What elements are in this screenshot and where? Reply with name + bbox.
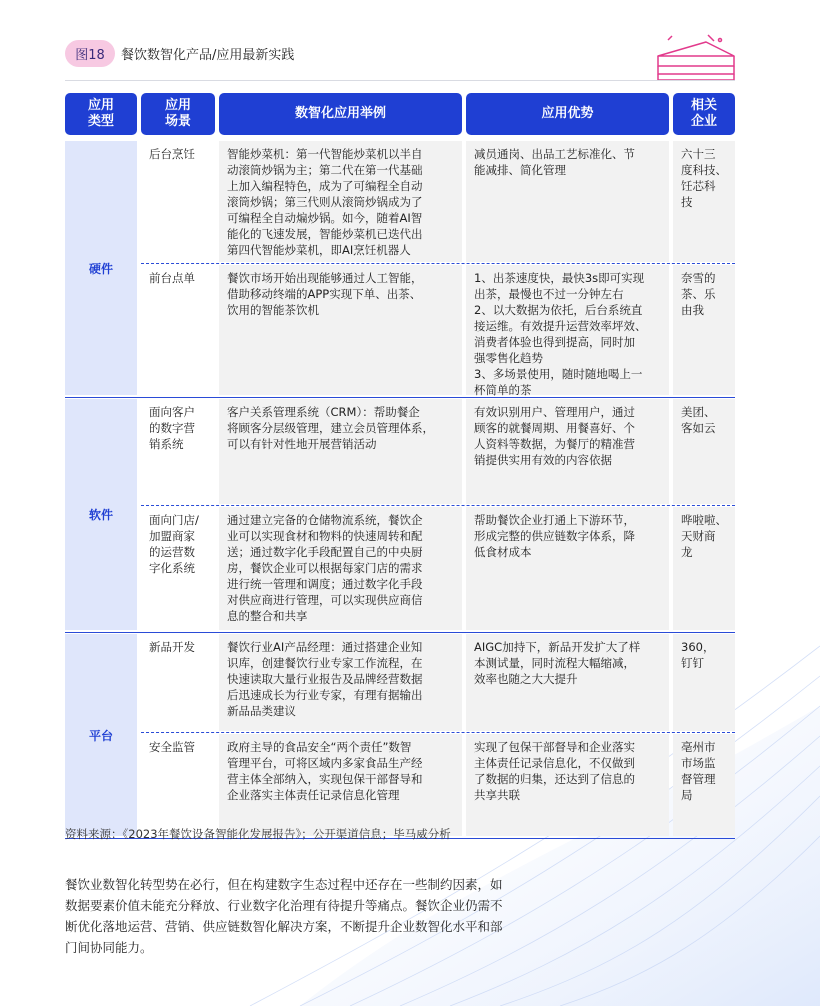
advantage-cell [466, 141, 669, 262]
figure-header [65, 40, 735, 68]
cell-line: 面向门店/ [149, 513, 199, 527]
example-cell [219, 634, 462, 731]
cell-line: 管理平台，可将区域内多家食品生产经 [227, 756, 423, 770]
category-cell: 平台 [65, 634, 137, 836]
cell-line: 识库，创建餐饮行业专家工作流程，在 [227, 656, 423, 670]
advantage-cell [466, 265, 669, 395]
cell-line: 亳州市 [681, 740, 716, 754]
cell-line: 帮助餐饮企业打通上下游环节， [474, 513, 635, 527]
advantage-cell [466, 507, 669, 630]
body-paragraph [65, 874, 555, 958]
cell-line: 餐饮行业AI产品经理：通过搭建企业知 [227, 640, 423, 654]
cell-line: 可编程全自动煸炒锅。如今，随着AI智 [227, 211, 423, 225]
cell-line: 可以有针对性地开展营销活动 [227, 437, 377, 451]
cell-line: 将顾客分层级管理，建立会员管理体系， [227, 421, 434, 435]
cell-line: 的数字营 [149, 421, 195, 435]
row-divider [141, 263, 735, 264]
cell-line: 借助移动终端的APP实现下单、出茶、 [227, 287, 422, 301]
header-example: 数智化应用举例 [219, 93, 462, 135]
cell-line: 快速读取大量行业报告及品牌经营数据 [227, 672, 423, 686]
cell-line: 局 [681, 788, 693, 802]
header-rule [65, 80, 735, 81]
company-cell [673, 141, 735, 262]
cell-line: 了数据的归集，还达到了信息的 [474, 772, 635, 786]
cell-line: 龙 [681, 545, 693, 559]
cell-line: 动滚筒炒锅为主；第二代在第一代基础 [227, 163, 423, 177]
cell-line: 智能炒菜机：第一代智能炒菜机以半自 [227, 147, 423, 161]
cell-line: 前台点单 [149, 271, 195, 285]
category-cell: 硬件 [65, 141, 137, 395]
cell-line: 主体责任记录信息化，不仅做到 [474, 756, 635, 770]
cell-line: 客如云 [681, 421, 716, 435]
cell-line: 后迅速成长为行业专家，有理有据输出 [227, 688, 423, 702]
row-divider [141, 732, 735, 733]
cell-line: 六十三 [681, 147, 716, 161]
cell-line: 天财商 [681, 529, 716, 543]
cell-line: 本测试量，同时流程大幅缩减， [474, 656, 635, 670]
cell-line: 后台烹饪 [149, 147, 195, 161]
scene-cell [141, 507, 215, 630]
cell-line: 强零售化趋势 [474, 351, 543, 365]
cell-line: AIGC加持下，新品开发扩大了样 [474, 640, 641, 654]
cell-line: 能减排、简化管理 [474, 163, 566, 177]
cell-line: 顾客的就餐周期、用餐喜好、个 [474, 421, 635, 435]
cell-line: 美团、 [681, 405, 716, 419]
row-divider [141, 505, 735, 506]
cell-line: 企业落实主体责任记录信息化管理 [227, 788, 400, 802]
group-divider [65, 632, 735, 633]
figure-title: 餐饮数智化产品/应用最新实践 [121, 48, 295, 63]
company-cell [673, 634, 735, 731]
cell-line: 滚筒炒锅；第三代则从滚筒炒锅成为了 [227, 195, 423, 209]
group-divider [65, 397, 735, 398]
cell-line: 杯简单的茶 [474, 383, 532, 397]
cell-line: 1、出茶速度快，最快3s即可实现 [474, 271, 645, 285]
cell-line: 餐饮市场开始出现能够通过人工智能， [227, 271, 423, 285]
cell-line: 督管理 [681, 772, 716, 786]
cell-line: 饪芯科 [681, 179, 716, 193]
cell-line: 共享共联 [474, 788, 520, 802]
cell-line: 营主体全部纳入，实现包保干部督导和 [227, 772, 423, 786]
advantage-cell [466, 734, 669, 836]
cell-line: 销系统 [149, 437, 184, 451]
cell-line: 送；通过数字化手段配置自己的中央厨 [227, 545, 423, 559]
cell-line: 人资料等数据，为餐厅的精准营 [474, 437, 635, 451]
cell-line: 3、多场景使用，随时随地喝上一 [474, 367, 643, 381]
header-scene: 应用 场景 [141, 93, 215, 135]
cell-line: 奈雪的 [681, 271, 716, 285]
cell-line: 360， [681, 640, 715, 654]
cell-line: 的运营数 [149, 545, 195, 559]
cell-line: 有效识别用户、管理用户，通过 [474, 405, 635, 419]
cell-line: 上加入编程特色，成为了可编程全自动 [227, 179, 423, 193]
cell-line: 市场监 [681, 756, 716, 770]
header-company: 相关 企业 [673, 93, 735, 135]
example-cell [219, 507, 462, 630]
cell-line: 房，餐饮企业可以根据每家门店的需求 [227, 561, 423, 575]
figure-badge: 图18 [65, 40, 115, 67]
cell-line: 低食材成本 [474, 545, 532, 559]
cell-line: 新品开发 [149, 640, 195, 654]
cell-line: 能化的飞速发展，智能炒菜机已迭代出 [227, 227, 423, 241]
source-note: 资料来源：《2023年餐饮设备智能化发展报告》；公开渠道信息；毕马威分析 [65, 827, 451, 841]
cell-line: 业可以实现食材和物料的快速周转和配 [227, 529, 423, 543]
cell-line: 实现了包保干部督导和企业落实 [474, 740, 635, 754]
cell-line: 新品品类建议 [227, 704, 296, 718]
cell-line: 形成完整的供应链数字体系，降 [474, 529, 635, 543]
cell-line: 减员通岗、出品工艺标准化、节 [474, 147, 635, 161]
cell-line: 安全监管 [149, 740, 195, 754]
header-advantage: 应用优势 [466, 93, 669, 135]
header-type: 应用 类型 [65, 93, 137, 135]
cell-line: 对供应商进行管理，可以实现供应商信 [227, 593, 423, 607]
cell-line: 第四代智能炒菜机，即AI烹饪机器人 [227, 243, 411, 257]
scene-cell [141, 399, 215, 504]
example-cell [219, 734, 462, 836]
cell-line: 饮用的智能茶饮机 [227, 303, 319, 317]
cell-line: 面向客户 [149, 405, 195, 419]
company-cell [673, 734, 735, 836]
advantage-cell [466, 399, 669, 504]
company-cell [673, 507, 735, 630]
cell-line: 政府主导的食品安全“两个责任”数智 [227, 740, 412, 754]
cell-line: 由我 [681, 303, 704, 317]
company-cell [673, 399, 735, 504]
paragraph-line: 餐饮业数智化转型势在必行，但在构建数字生态过程中还存在一些制约因素，如 [65, 877, 503, 892]
example-cell [219, 399, 462, 504]
example-cell [219, 141, 462, 262]
cell-line: 出茶，最慢也不过一分钟左右 [474, 287, 624, 301]
paragraph-line: 门间协同能力。 [65, 940, 153, 955]
scene-cell [141, 141, 215, 262]
cell-line: 2、以大数据为依托，后台系统直 [474, 303, 643, 317]
cell-line: 息的整合和共享 [227, 609, 308, 623]
cell-line: 接运维。有效提升运营效率坪效、 [474, 319, 647, 333]
scene-cell [141, 734, 215, 836]
table-header [65, 93, 735, 135]
cell-line: 效率也随之大大提升 [474, 672, 578, 686]
paragraph-line: 断优化落地运营、营销、供应链数智化解决方案，不断提升企业数智化水平和部 [65, 919, 503, 934]
cell-line: 度科技、 [681, 163, 727, 177]
cell-line: 进行统一管理和调度；通过数字化手段 [227, 577, 423, 591]
cell-line: 通过建立完备的仓储物流系统，餐饮企 [227, 513, 423, 527]
cell-line: 销提供实用有效的内容依据 [474, 453, 612, 467]
company-cell [673, 265, 735, 395]
advantage-cell [466, 634, 669, 731]
category-cell: 软件 [65, 399, 137, 630]
scene-cell [141, 634, 215, 731]
cell-line: 钉钉 [681, 656, 704, 670]
cell-line: 技 [681, 195, 693, 209]
example-cell [219, 265, 462, 395]
paragraph-line: 数据要素价值未能充分释放、行业数字化治理有待提升等痛点。餐饮企业仍需不 [65, 898, 503, 913]
cell-line: 消费者体验也得到提高，同时加 [474, 335, 635, 349]
cell-line: 茶、乐 [681, 287, 716, 301]
cell-line: 哗啦啦、 [681, 513, 727, 527]
cell-line: 字化系统 [149, 561, 195, 575]
cell-line: 客户关系管理系统（CRM）：帮助餐企 [227, 405, 420, 419]
scene-cell [141, 265, 215, 395]
cell-line: 加盟商家 [149, 529, 195, 543]
